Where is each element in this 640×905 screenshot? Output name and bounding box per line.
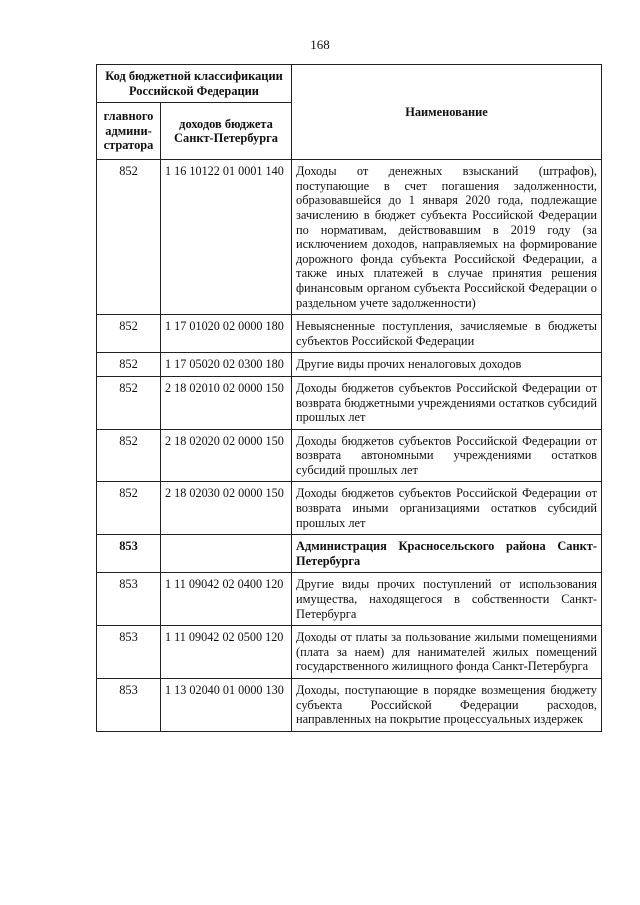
header-row-group — [97, 65, 602, 103]
revenue-code-cell: 1 17 01020 02 0000 180 — [161, 315, 292, 353]
table-row — [97, 482, 602, 535]
revenue-name-cell: Невыясненные поступления, зачисляемые в бюджеты субъектов Российской Федерации — [292, 315, 602, 353]
admin-code-cell: 853 — [97, 679, 161, 732]
table-row — [97, 429, 602, 482]
table-row — [97, 626, 602, 679]
revenue-name-cell: Доходы от платы за пользование жилыми помещениями (плата за наем) для нанимателей жилых помещений государственного жилищного фонда Санкт-Петербурга — [292, 626, 602, 679]
admin-code-cell: 852 — [97, 315, 161, 353]
table-body — [97, 160, 602, 732]
header-revenue: доходов бюджета Санкт-Петербурга — [161, 103, 292, 160]
revenue-name-cell: Другие виды прочих неналоговых доходов — [292, 353, 602, 377]
revenue-code-cell — [161, 535, 292, 573]
revenue-name-cell: Доходы бюджетов субъектов Российской Федерации от возврата бюджетными учреждениями остатков субсидий прошлых лет — [292, 376, 602, 429]
admin-code-cell: 852 — [97, 429, 161, 482]
table-row — [97, 315, 602, 353]
table-row — [97, 535, 602, 573]
table-row — [97, 353, 602, 377]
revenue-code-cell: 1 17 05020 02 0300 180 — [161, 353, 292, 377]
page-number: 168 — [310, 37, 330, 52]
admin-code-cell: 853 — [97, 573, 161, 626]
revenue-code-cell: 1 11 09042 02 0500 120 — [161, 626, 292, 679]
revenue-code-cell: 1 11 09042 02 0400 120 — [161, 573, 292, 626]
admin-code-cell: 853 — [97, 535, 161, 573]
revenue-code-cell: 2 18 02020 02 0000 150 — [161, 429, 292, 482]
table-row — [97, 679, 602, 732]
header-admin: главного админи-стратора — [97, 103, 161, 160]
admin-code-cell: 852 — [97, 482, 161, 535]
revenue-name-cell: Доходы, поступающие в порядке возмещения бюджету субъекта Российской Федерации расходов, направленных на покрытие процессуальных издержек — [292, 679, 602, 732]
table-row — [97, 573, 602, 626]
admin-code-cell: 853 — [97, 626, 161, 679]
table-row — [97, 160, 602, 315]
revenue-name-cell: Доходы бюджетов субъектов Российской Федерации от возврата иными организациями остатков субсидий прошлых лет — [292, 482, 602, 535]
revenue-name-cell: Другие виды прочих поступлений от использования имущества, находящегося в собственности Санкт-Петербурга — [292, 573, 602, 626]
header-budget-code-group: Код бюджетной классификации Российской Федерации — [97, 65, 292, 103]
revenue-code-cell: 2 18 02030 02 0000 150 — [161, 482, 292, 535]
revenue-code-cell: 1 13 02040 01 0000 130 — [161, 679, 292, 732]
budget-classification-table — [96, 64, 602, 732]
revenue-name-cell: Администрация Красносельского района Санкт-Петербурга — [292, 535, 602, 573]
admin-code-cell: 852 — [97, 376, 161, 429]
header-name: Наименование — [292, 65, 602, 160]
revenue-code-cell: 2 18 02010 02 0000 150 — [161, 376, 292, 429]
revenue-code-cell: 1 16 10122 01 0001 140 — [161, 160, 292, 315]
table-row — [97, 376, 602, 429]
admin-code-cell: 852 — [97, 353, 161, 377]
revenue-name-cell: Доходы бюджетов субъектов Российской Федерации от возврата автономными учреждениями остатков субсидий прошлых лет — [292, 429, 602, 482]
admin-code-cell: 852 — [97, 160, 161, 315]
revenue-name-cell: Доходы от денежных взысканий (штрафов), поступающие в счет погашения задолженности, образовавшейся до 1 января 2020 года, подлежащие зачислению в бюджет субъекта Российской Федерации по нормативам, действовавшим в 2019 году (за исключением доходов, направляемых на формирование дорожного фонда субъекта Российской Федерации, а также иных платежей в случае принятия решения финансовым органом субъекта Российской Федерации о раздельном учете задолженности) — [292, 160, 602, 315]
